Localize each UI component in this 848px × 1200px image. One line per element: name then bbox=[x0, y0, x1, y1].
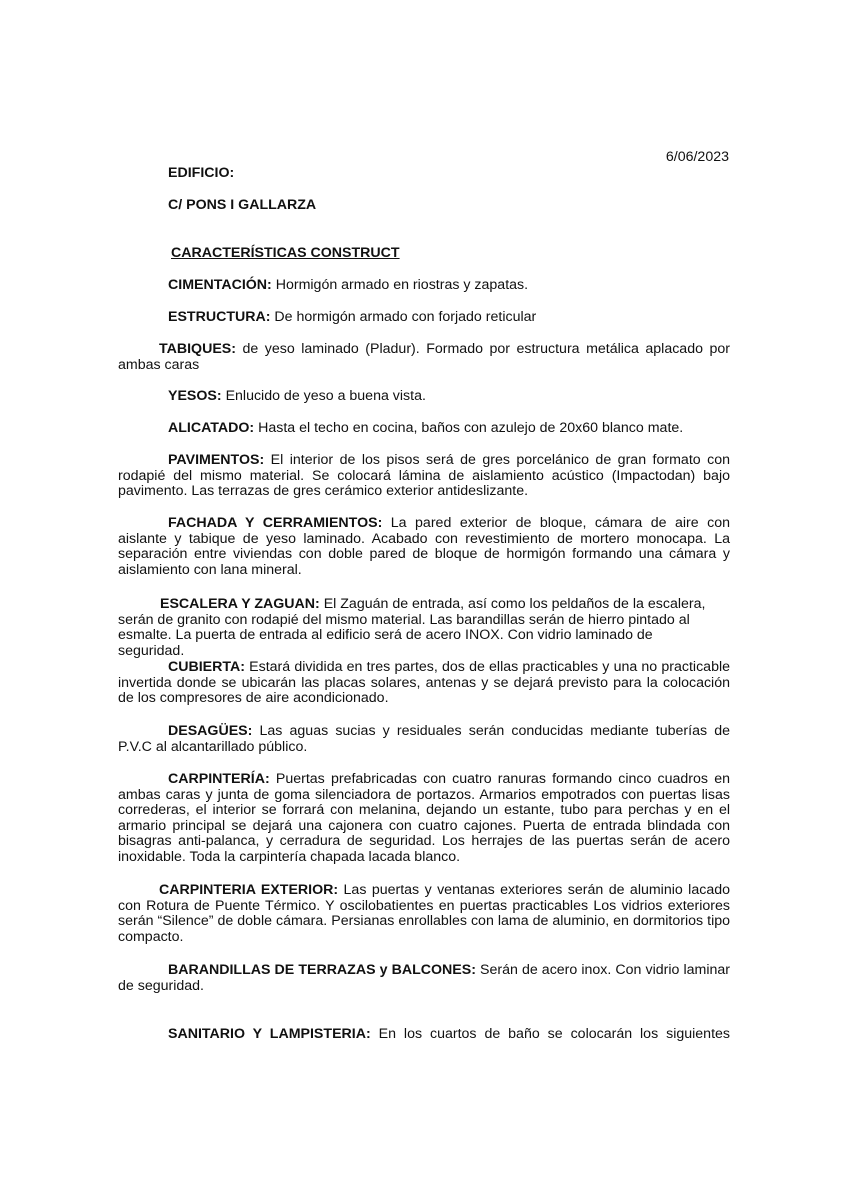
item-sanitario: SANITARIO Y LAMPISTERIA: En los cuartos de baño se colocarán los siguientes bbox=[168, 1026, 730, 1042]
item-pavimentos: PAVIMENTOS: El interior de los pisos será de gres porcelánico de gran formato con rodapié del mismo material. Se colocará lámina de aislamiento acústico (Impactodan) bajo pavimento. Las terrazas de gres cerámico exterior antideslizante. bbox=[118, 452, 730, 500]
item-desagues: DESAGÜES: Las aguas sucias y residuales serán conducidas mediante tuberías de P.V.C al alcantarillado público. bbox=[118, 723, 730, 755]
building-address: C/ PONS I GALLARZA bbox=[168, 197, 317, 213]
item-yesos: YESOS: Enlucido de yeso a buena vista. bbox=[168, 388, 426, 404]
item-estructura: ESTRUCTURA: De hormigón armado con forjado reticular bbox=[168, 309, 537, 325]
section-title: CARACTERÍSTICAS CONSTRUCT bbox=[171, 245, 400, 261]
item-tabiques: TABIQUES: de yeso laminado (Pladur). Formado por estructura metálica aplacado por ambas caras bbox=[118, 341, 730, 373]
item-carpinteria: CARPINTERÍA: Puertas prefabricadas con cuatro ranuras formando cinco cuadros en ambas caras y junta de goma silenciadora de portazos. Armarios empotrados con puertas lisas correderas, el interior se forrará con melanina, dejando un estante, tubo para perchas y en el armario principal se dejará una cajonera con cuatro cajones. Puerta de entrada blindada con bisagras anti-palanca, y cerradura de seguridad. Los herrajes de las puertas serán de acero inoxidable. Toda la carpintería chapada lacada blanco. bbox=[118, 771, 730, 865]
item-barandillas: BARANDILLAS DE TERRAZAS y BALCONES: Serán de acero inox. Con vidrio laminar de seguridad. bbox=[118, 962, 730, 994]
item-escalera: ESCALERA Y ZAGUAN: El Zaguán de entrada, así como los peldaños de la escalera, serán de granito con rodapié del mismo material. Las barandillas serán de hierro pintado al esmalte. La puerta de entrada al edificio será de acero INOX. Con vidrio laminado de seguridad. bbox=[118, 596, 706, 659]
item-cimentacion: CIMENTACIÓN: Hormigón armado en riostras y zapatas. bbox=[168, 277, 529, 293]
document-date: 6/06/2023 bbox=[665, 149, 729, 165]
item-carpinteria-exterior: CARPINTERIA EXTERIOR: Las puertas y ventanas exteriores serán de aluminio lacado con Rotura de Puente Térmico. Y oscilobatientes en puertas practicables Los vidrios exteriores serán “Silence” de doble cámara. Persianas enrollables con lama de aluminio, en dormitorios tipo compacto. bbox=[118, 882, 730, 945]
item-fachada: FACHADA Y CERRAMIENTOS: La pared exterior de bloque, cámara de aire con aislante y tabique de yeso laminado. Acabado con revestimiento de mortero monocapa. La separación entre viviendas con doble pared de bloque de hormigón formando una cámara y aislamiento con lana mineral. bbox=[118, 515, 730, 578]
item-alicatado: ALICATADO: Hasta el techo en cocina, baños con azulejo de 20x60 blanco mate. bbox=[168, 420, 684, 436]
item-cubierta: CUBIERTA: Estará dividida en tres partes, dos de ellas practicables y una no practicable invertida donde se ubicarán las placas solares, antenas y se dejará previsto para la colocación de los compresores de aire acondicionado. bbox=[118, 659, 730, 707]
building-label: EDIFICIO: bbox=[168, 165, 235, 181]
